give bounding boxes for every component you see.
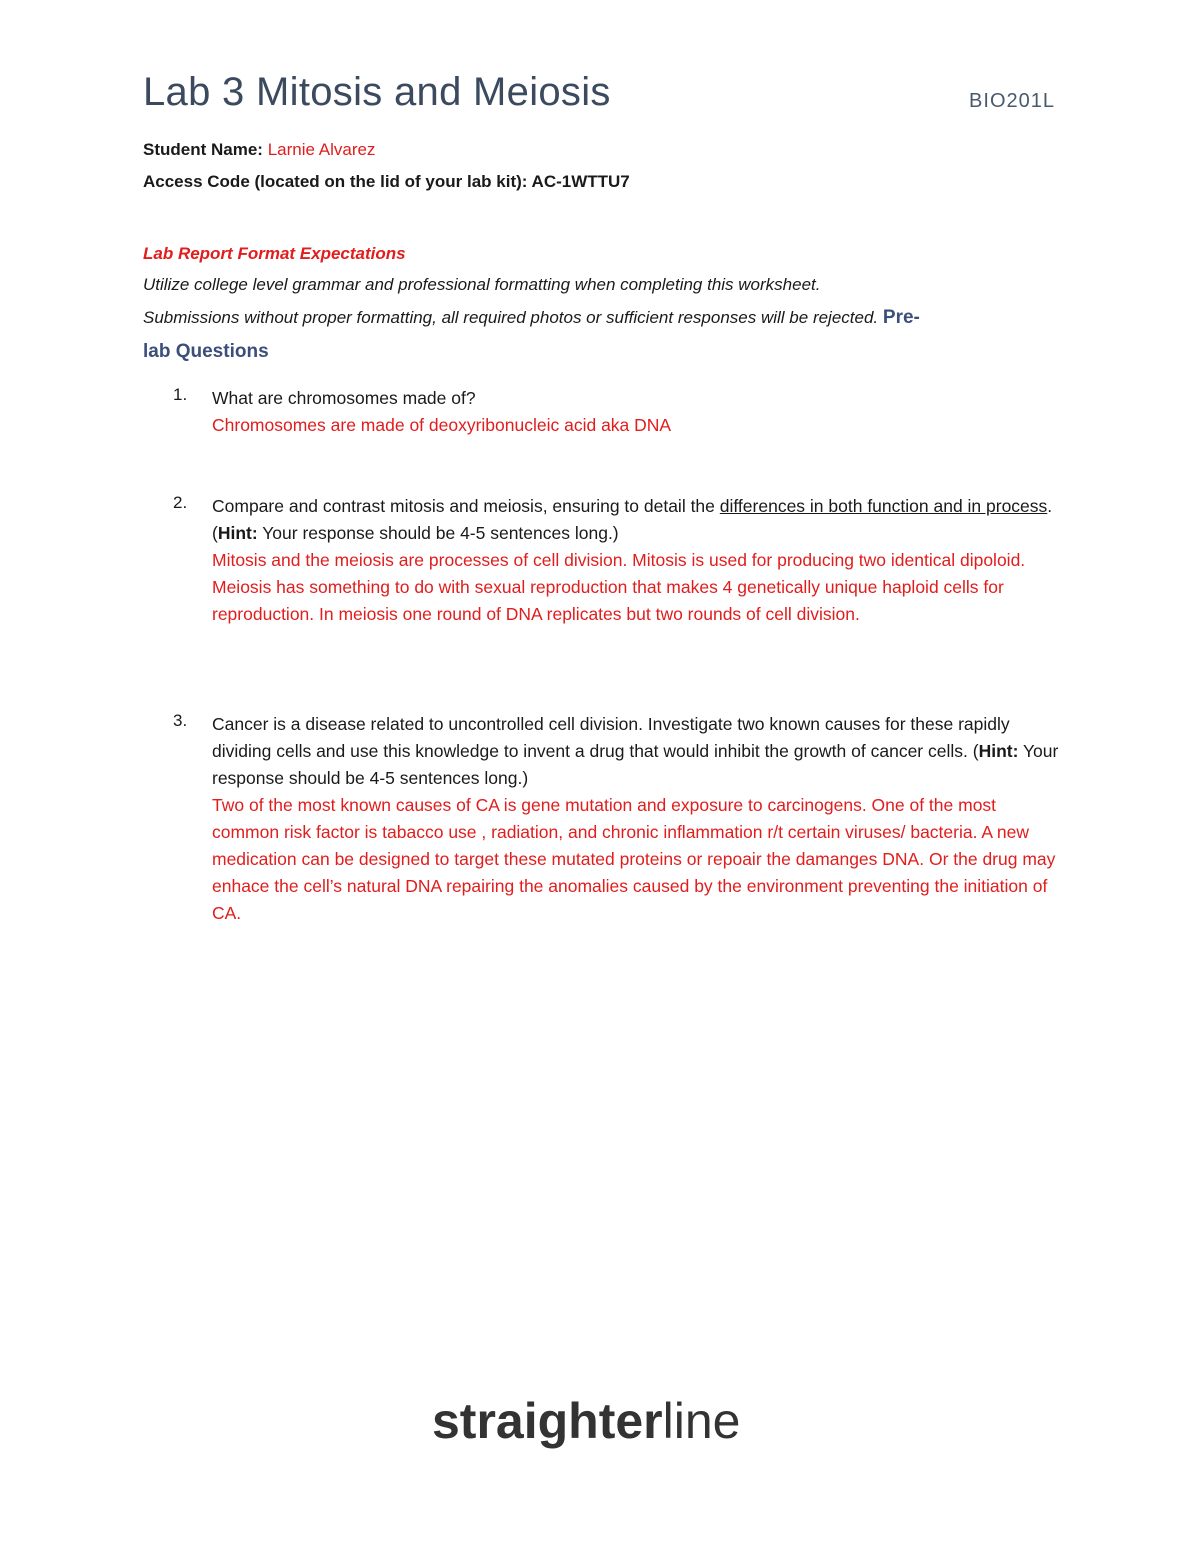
prelab-heading-part1: Pre- xyxy=(882,307,920,328)
student-name-value: Larnie Alvarez xyxy=(267,140,376,159)
logo-bold-part: straighter xyxy=(432,1393,663,1449)
question-text-part: Cancer is a disease related to uncontrolled cell division. Investigate two known causes for these rapidly dividing cells and use this knowledge to invent a drug that would inhibit the growth of cancer cells. ( xyxy=(212,714,1010,761)
question-number: 3. xyxy=(173,711,188,730)
format-line-1: Utilize college level grammar and professional formatting when completing this worksheet. xyxy=(143,275,821,294)
page-title: Lab 3 Mitosis and Meiosis xyxy=(143,70,611,114)
question-text xyxy=(212,493,1062,547)
question-body xyxy=(212,711,1062,927)
question-body xyxy=(212,385,1062,439)
question-text-part: . ( xyxy=(212,496,1053,543)
student-name-label: Student Name: xyxy=(143,140,263,159)
logo-light-part: line xyxy=(662,1393,741,1449)
course-code: BIO201L xyxy=(969,90,1055,112)
access-code-label: Access Code (located on the lid of your lab kit): xyxy=(143,172,528,191)
hint-label: Hint: xyxy=(978,741,1019,761)
answer-text: Two of the most known causes of CA is gene mutation and exposure to carcinogens. One of the most common risk factor is tabacco use , radiation, and chronic inflammation r/t certain viruses/ bacteria. A new medication can be designed to target these mutated proteins or repoair the damanges DNA. Or the drug may enhace the cell’s natural DNA repairing the anomalies caused by the environment preventing the initiation of CA. xyxy=(212,795,1056,923)
hint-text: Your response should be 4-5 sentences long.) xyxy=(257,523,619,543)
question-text-underlined: differences in both function and in process xyxy=(719,496,1048,516)
answer-text: Mitosis and the meiosis are processes of cell division. Mitosis is used for producing two identical dipoloid. Meiosis has something to do with sexual reproduction that makes 4 genetically unique haploid cells for reproduction. In meiosis one round of DNA replicates but two rounds of cell division. xyxy=(212,550,1026,624)
straighterline-logo xyxy=(432,1392,740,1450)
question-number: 1. xyxy=(173,385,188,404)
format-line-2-text: Submissions without proper formatting, all required photos or sufficient responses will be rejected. xyxy=(143,308,879,327)
question-text-part: Compare and contrast mitosis and meiosis, ensuring to detail the xyxy=(212,496,720,516)
hint-text: Your response should be 4-5 sentences long.) xyxy=(212,741,1059,788)
format-heading: Lab Report Format Expectations xyxy=(143,244,406,263)
question-text xyxy=(212,711,1062,792)
answer-text: Chromosomes are made of deoxyribonucleic acid aka DNA xyxy=(212,415,672,435)
format-line-2 xyxy=(143,307,920,329)
prelab-heading-part2: lab Questions xyxy=(143,341,269,362)
question-text: What are chromosomes made of? xyxy=(212,388,476,408)
question-body xyxy=(212,493,1062,628)
hint-label: Hint: xyxy=(217,523,258,543)
access-code-line xyxy=(143,172,630,192)
access-code-value: AC-1WTTU7 xyxy=(531,172,630,191)
student-name-line xyxy=(143,140,375,160)
question-number: 2. xyxy=(173,493,188,512)
